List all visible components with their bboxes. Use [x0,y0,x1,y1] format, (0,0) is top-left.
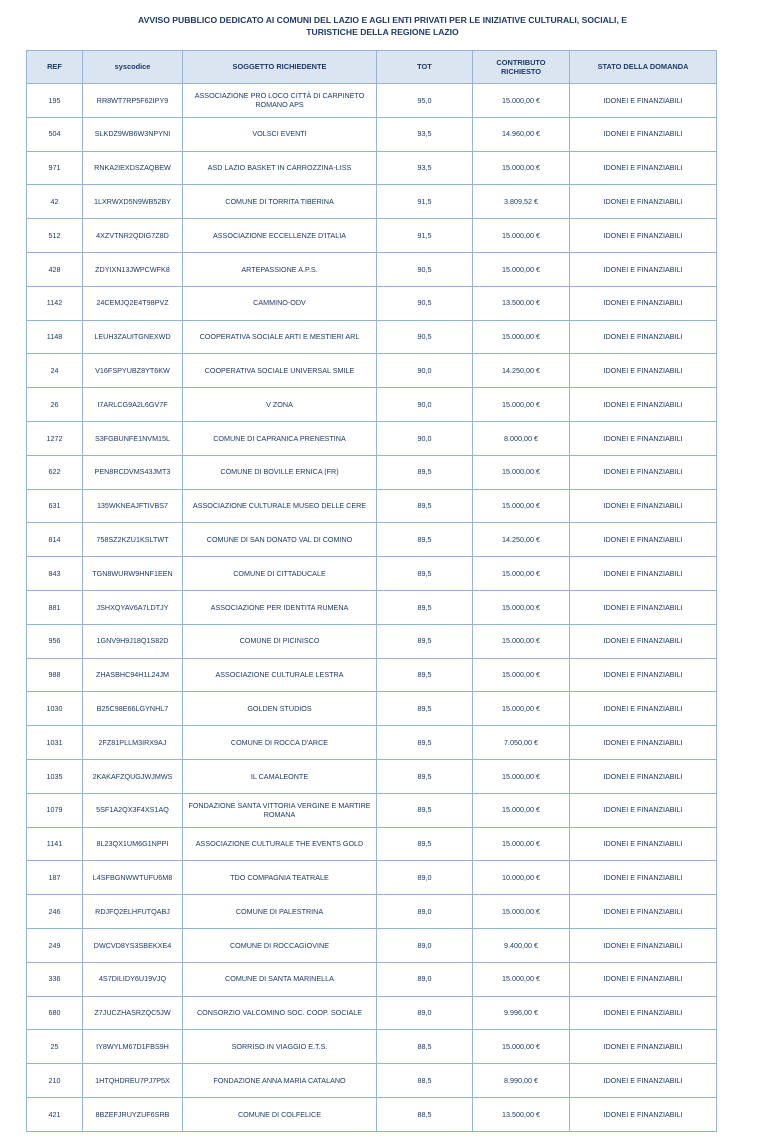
cell-contributo: 15.000,00 € [473,1030,570,1064]
cell-ref: 428 [27,252,83,286]
header-syscodice: syscodice [83,51,183,84]
table-row [27,151,717,185]
cell-tot: 90,5 [377,286,473,320]
cell-stato: IDONEI E FINANZIABILI [570,252,717,286]
cell-contributo: 8.000,00 € [473,421,570,455]
cell-ref: 1272 [27,421,83,455]
results-table [26,50,717,1132]
cell-stato: IDONEI E FINANZIABILI [570,962,717,996]
cell-contributo: 14.960,00 € [473,117,570,151]
cell-syscodice: SLKDZ9WB6W3NPYNI [83,117,183,151]
table-row [27,320,717,354]
cell-tot: 90,0 [377,421,473,455]
cell-contributo: 14.250,00 € [473,354,570,388]
cell-tot: 93,5 [377,151,473,185]
cell-ref: 187 [27,861,83,895]
cell-contributo: 15.000,00 € [473,557,570,591]
table-row [27,827,717,861]
cell-syscodice: ZDYIXN13JWPCWFK8 [83,252,183,286]
cell-stato: IDONEI E FINANZIABILI [570,354,717,388]
cell-contributo: 8.990,00 € [473,1064,570,1098]
cell-tot: 91,5 [377,219,473,253]
cell-stato: IDONEI E FINANZIABILI [570,624,717,658]
table-row [27,489,717,523]
cell-contributo: 14.250,00 € [473,523,570,557]
cell-contributo: 15.000,00 € [473,84,570,118]
cell-syscodice: TGN8WURW9HNF1EEN [83,557,183,591]
cell-soggetto: ASSOCIAZIONE ECCELLENZE D'ITALIA [183,219,377,253]
cell-stato: IDONEI E FINANZIABILI [570,658,717,692]
cell-syscodice: 758SZ2KZU1KSLTWT [83,523,183,557]
cell-contributo: 13.500,00 € [473,286,570,320]
cell-contributo: 15.000,00 € [473,151,570,185]
cell-tot: 89,0 [377,861,473,895]
cell-soggetto: FONDAZIONE ANNA MARIA CATALANO [183,1064,377,1098]
cell-contributo: 7.050,00 € [473,726,570,760]
cell-contributo: 13.500,00 € [473,1097,570,1131]
cell-tot: 89,5 [377,793,473,827]
cell-contributo: 15.000,00 € [473,895,570,929]
cell-ref: 246 [27,895,83,929]
table-header-row [27,51,717,84]
header-contributo: CONTRIBUTO RICHIESTO [473,51,570,84]
cell-contributo: 15.000,00 € [473,590,570,624]
cell-syscodice: 1GNV9H9J18Q1S82D [83,624,183,658]
cell-ref: 1031 [27,726,83,760]
cell-ref: 512 [27,219,83,253]
cell-soggetto: COMUNE DI SAN DONATO VAL DI COMINO [183,523,377,557]
cell-soggetto: COMUNE DI PALESTRINA [183,895,377,929]
table-row [27,388,717,422]
cell-syscodice: RDJFQ2ELHFUTQABJ [83,895,183,929]
cell-syscodice: IY8WYLM67D1FBS9H [83,1030,183,1064]
table-row [27,84,717,118]
cell-tot: 90,0 [377,354,473,388]
cell-stato: IDONEI E FINANZIABILI [570,759,717,793]
cell-stato: IDONEI E FINANZIABILI [570,117,717,151]
table-row [27,692,717,726]
cell-contributo: 15.000,00 € [473,827,570,861]
cell-tot: 89,5 [377,692,473,726]
cell-contributo: 15.000,00 € [473,455,570,489]
cell-syscodice: LEUH3ZAUITGNEXWD [83,320,183,354]
cell-syscodice: 8BZEFJRUYZUF6SRB [83,1097,183,1131]
table-row [27,1064,717,1098]
cell-soggetto: COMUNE DI CAPRANICA PRENESTINA [183,421,377,455]
cell-stato: IDONEI E FINANZIABILI [570,1064,717,1098]
cell-syscodice: B25C98E66LGYNHL7 [83,692,183,726]
cell-syscodice: ZHASBHC94H1L24JM [83,658,183,692]
table-row [27,1097,717,1131]
cell-stato: IDONEI E FINANZIABILI [570,861,717,895]
cell-soggetto: V ZONA [183,388,377,422]
header-ref: REF [27,51,83,84]
table-row [27,658,717,692]
cell-soggetto: COOPERATIVA SOCIALE ARTI E MESTIERI ARL [183,320,377,354]
cell-stato: IDONEI E FINANZIABILI [570,185,717,219]
cell-soggetto: COOPERATIVA SOCIALE UNIVERSAL SMILE [183,354,377,388]
cell-soggetto: COMUNE DI BOVILLE ERNICA (FR) [183,455,377,489]
cell-contributo: 10.000,00 € [473,861,570,895]
cell-tot: 90,0 [377,388,473,422]
cell-syscodice: Z7JUCZHASRZQC5JW [83,996,183,1030]
cell-contributo: 15.000,00 € [473,252,570,286]
cell-ref: 1079 [27,793,83,827]
table-row [27,996,717,1030]
cell-tot: 89,0 [377,962,473,996]
table-row [27,895,717,929]
cell-tot: 89,5 [377,523,473,557]
cell-soggetto: ASSOCIAZIONE CULTURALE MUSEO DELLE CERE [183,489,377,523]
cell-contributo: 15.000,00 € [473,489,570,523]
cell-syscodice: 2FZ81PLLM3IRX9AJ [83,726,183,760]
cell-tot: 89,0 [377,928,473,962]
cell-ref: 843 [27,557,83,591]
cell-tot: 90,5 [377,252,473,286]
cell-contributo: 15.000,00 € [473,388,570,422]
cell-tot: 89,5 [377,658,473,692]
cell-stato: IDONEI E FINANZIABILI [570,895,717,929]
cell-tot: 89,0 [377,895,473,929]
cell-syscodice: PEN8RCDVMS43JMT3 [83,455,183,489]
cell-ref: 421 [27,1097,83,1131]
cell-soggetto: COMUNE DI SANTA MARINELLA [183,962,377,996]
cell-ref: 1142 [27,286,83,320]
cell-syscodice: 24CEMJQ2E4T98PVZ [83,286,183,320]
cell-soggetto: COMUNE DI ROCCAGIOVINE [183,928,377,962]
header-stato: STATO DELLA DOMANDA [570,51,717,84]
cell-soggetto: ASD LAZIO BASKET IN CARROZZINA-LISS [183,151,377,185]
cell-soggetto: VOLSCI EVENTI [183,117,377,151]
table-row [27,1030,717,1064]
cell-ref: 210 [27,1064,83,1098]
cell-tot: 88,5 [377,1030,473,1064]
cell-tot: 91,5 [377,185,473,219]
title-line-1: AVVISO PUBBLICO DEDICATO AI COMUNI DEL LAZIO E AGLI ENTI PRIVATI PER LE INIZIATIVE CULTURALI, SOCIALI, E [138,15,627,25]
cell-contributo: 15.000,00 € [473,759,570,793]
table-row [27,759,717,793]
cell-syscodice: DWCVD8YS3SBEKXE4 [83,928,183,962]
cell-ref: 680 [27,996,83,1030]
table-row [27,624,717,658]
cell-ref: 336 [27,962,83,996]
cell-contributo: 15.000,00 € [473,793,570,827]
cell-ref: 26 [27,388,83,422]
cell-ref: 956 [27,624,83,658]
cell-ref: 24 [27,354,83,388]
cell-stato: IDONEI E FINANZIABILI [570,726,717,760]
cell-soggetto: FONDAZIONE SANTA VITTORIA VERGINE E MARTIRE ROMANA [183,793,377,827]
title-line-2: TURISTICHE DELLA REGIONE LAZIO [306,27,459,37]
cell-stato: IDONEI E FINANZIABILI [570,557,717,591]
table-row [27,928,717,962]
cell-stato: IDONEI E FINANZIABILI [570,692,717,726]
cell-contributo: 9.996,00 € [473,996,570,1030]
cell-tot: 89,5 [377,759,473,793]
table-row [27,962,717,996]
cell-tot: 89,5 [377,726,473,760]
cell-contributo: 15.000,00 € [473,658,570,692]
cell-stato: IDONEI E FINANZIABILI [570,489,717,523]
cell-stato: IDONEI E FINANZIABILI [570,421,717,455]
cell-soggetto: ARTEPASSIONE A.P.S. [183,252,377,286]
table-row [27,219,717,253]
table-row [27,252,717,286]
cell-stato: IDONEI E FINANZIABILI [570,455,717,489]
cell-tot: 89,0 [377,996,473,1030]
table-row [27,354,717,388]
cell-ref: 814 [27,523,83,557]
cell-tot: 89,5 [377,590,473,624]
cell-syscodice: 1LXRWXD5N9WB52BY [83,185,183,219]
table-row [27,455,717,489]
table-row [27,421,717,455]
cell-ref: 1030 [27,692,83,726]
table-row [27,726,717,760]
cell-contributo: 9.400,00 € [473,928,570,962]
cell-soggetto: COMUNE DI PICINISCO [183,624,377,658]
cell-syscodice: 8L23QX1UM6G1NPPI [83,827,183,861]
table-row [27,793,717,827]
cell-ref: 42 [27,185,83,219]
cell-stato: IDONEI E FINANZIABILI [570,523,717,557]
table-row [27,185,717,219]
table-row [27,117,717,151]
cell-tot: 89,5 [377,557,473,591]
cell-tot: 89,5 [377,489,473,523]
cell-syscodice: 4XZVTNR2QDIG7Z8D [83,219,183,253]
cell-tot: 95,0 [377,84,473,118]
cell-ref: 25 [27,1030,83,1064]
cell-soggetto: ASSOCIAZIONE PRO LOCO CITTÀ DI CARPINETO ROMANO APS [183,84,377,118]
cell-contributo: 15.000,00 € [473,320,570,354]
cell-ref: 1148 [27,320,83,354]
table-row [27,286,717,320]
cell-ref: 249 [27,928,83,962]
cell-soggetto: GOLDEN STUDIOS [183,692,377,726]
cell-stato: IDONEI E FINANZIABILI [570,928,717,962]
table-body [27,84,717,1132]
cell-syscodice: V16FSPYUBZ8YT6KW [83,354,183,388]
cell-ref: 988 [27,658,83,692]
cell-ref: 971 [27,151,83,185]
cell-stato: IDONEI E FINANZIABILI [570,320,717,354]
cell-tot: 89,5 [377,624,473,658]
cell-ref: 1035 [27,759,83,793]
cell-ref: 622 [27,455,83,489]
cell-stato: IDONEI E FINANZIABILI [570,388,717,422]
cell-stato: IDONEI E FINANZIABILI [570,219,717,253]
cell-stato: IDONEI E FINANZIABILI [570,827,717,861]
cell-contributo: 3.809,52 € [473,185,570,219]
document-title [120,14,645,38]
cell-stato: IDONEI E FINANZIABILI [570,590,717,624]
cell-soggetto: TDO COMPAGNIA TEATRALE [183,861,377,895]
cell-contributo: 15.000,00 € [473,624,570,658]
cell-syscodice: I7ARLCG9A2L6GV7F [83,388,183,422]
cell-syscodice: 4S7DILIDY6U19VJQ [83,962,183,996]
cell-tot: 88,5 [377,1097,473,1131]
cell-soggetto: COMUNE DI COLFELICE [183,1097,377,1131]
cell-syscodice: 2KAKAFZQUGJWJMWS [83,759,183,793]
cell-stato: IDONEI E FINANZIABILI [570,793,717,827]
cell-soggetto: COMUNE DI TORRITA TIBERINA [183,185,377,219]
cell-ref: 1141 [27,827,83,861]
header-tot: TOT [377,51,473,84]
cell-soggetto: IL CAMALEONTE [183,759,377,793]
cell-syscodice: RNKA2IEXDSZAQBEW [83,151,183,185]
cell-syscodice: L4SFBGNWWTUFU6M8 [83,861,183,895]
cell-tot: 93,5 [377,117,473,151]
cell-tot: 89,5 [377,455,473,489]
cell-syscodice: 5SF1A2QX3F4XS1AQ [83,793,183,827]
table-row [27,523,717,557]
cell-contributo: 15.000,00 € [473,962,570,996]
cell-soggetto: CONSORZIO VALCOMINO SOC. COOP. SOCIALE [183,996,377,1030]
cell-syscodice: S3FGBUNFE1NVM15L [83,421,183,455]
cell-contributo: 15.000,00 € [473,692,570,726]
cell-syscodice: 1HTQHDREU7PJ7P5X [83,1064,183,1098]
table-row [27,590,717,624]
cell-contributo: 15.000,00 € [473,219,570,253]
cell-stato: IDONEI E FINANZIABILI [570,286,717,320]
cell-ref: 504 [27,117,83,151]
cell-ref: 881 [27,590,83,624]
cell-soggetto: ASSOCIAZIONE CULTURALE THE EVENTS GOLD [183,827,377,861]
cell-syscodice: RR8WT7RP5F62IPY9 [83,84,183,118]
cell-soggetto: CAMMINO-ODV [183,286,377,320]
cell-stato: IDONEI E FINANZIABILI [570,84,717,118]
cell-soggetto: ASSOCIAZIONE CULTURALE LESTRA [183,658,377,692]
cell-soggetto: COMUNE DI ROCCA D'ARCE [183,726,377,760]
cell-syscodice: JSHXQYAV6A7LDTJY [83,590,183,624]
cell-stato: IDONEI E FINANZIABILI [570,1097,717,1131]
cell-soggetto: ASSOCIAZIONE PER IDENTITA RUMENA [183,590,377,624]
cell-soggetto: SORRISO IN VIAGGIO E.T.S. [183,1030,377,1064]
cell-stato: IDONEI E FINANZIABILI [570,996,717,1030]
cell-ref: 631 [27,489,83,523]
cell-tot: 89,5 [377,827,473,861]
header-soggetto: SOGGETTO RICHIEDENTE [183,51,377,84]
table-row [27,557,717,591]
cell-ref: 195 [27,84,83,118]
cell-stato: IDONEI E FINANZIABILI [570,151,717,185]
cell-tot: 90,5 [377,320,473,354]
cell-syscodice: 135WKNEAJFTIVBS7 [83,489,183,523]
cell-soggetto: COMUNE DI CITTADUCALE [183,557,377,591]
table-row [27,861,717,895]
cell-tot: 88,5 [377,1064,473,1098]
cell-stato: IDONEI E FINANZIABILI [570,1030,717,1064]
